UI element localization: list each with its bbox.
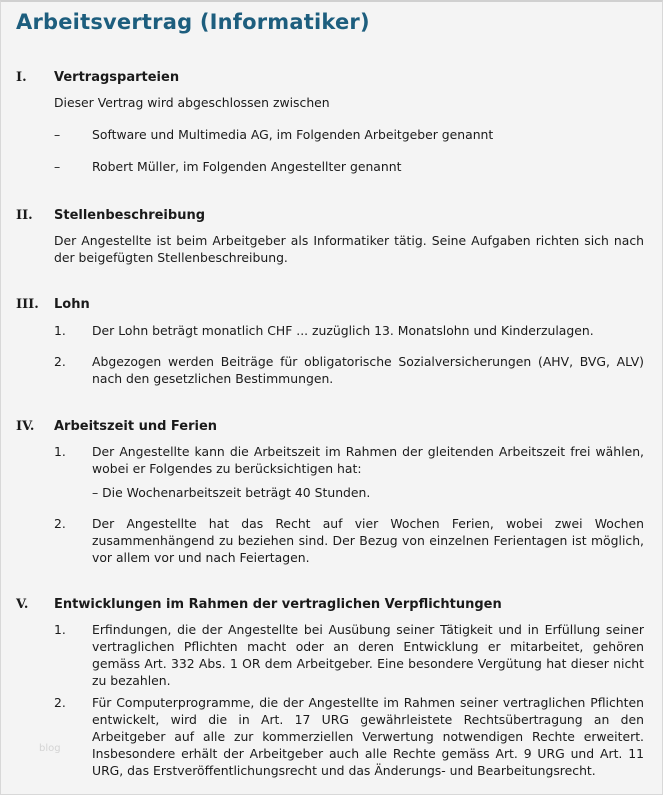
- section-heading: [16, 70, 644, 88]
- section-title: Stellenbeschreibung: [54, 208, 206, 223]
- list-number: 1.: [54, 622, 66, 637]
- section-title: Lohn: [54, 297, 90, 312]
- section-vertragsparteien: [16, 70, 644, 174]
- section-number: III.: [16, 297, 39, 312]
- document-title: Arbeitsvertrag (Informatiker): [16, 10, 370, 34]
- section-heading: [16, 297, 644, 315]
- list-number: 1.: [54, 323, 66, 338]
- sub-list-item: – Die Wochenarbeitszeit beträgt 40 Stunden.: [92, 485, 371, 500]
- section-number: II.: [16, 208, 33, 223]
- list-item-text: Der Lohn beträgt monatlich CHF ... zuzüglich 13. Monatslohn und Kinderzulagen.: [92, 323, 594, 338]
- section-number: I.: [16, 70, 27, 85]
- list-number: 2.: [54, 516, 66, 531]
- watermark-text: blog: [39, 743, 61, 754]
- section-title: Entwicklungen im Rahmen der vertraglichen Verpflichtungen: [54, 597, 502, 612]
- section-arbeitszeit: [16, 419, 644, 565]
- section-intro: Der Angestellte ist beim Arbeitgeber als Informatiker tätig. Seine Aufgaben richten sich nach der beigefügten Stellenbeschreibung.: [54, 233, 644, 265]
- list-item-text: Abgezogen werden Beiträge für obligatorische Sozialversicherungen (AHV, BVG, ALV) nach den gesetzlichen Bestimmungen.: [92, 354, 644, 386]
- list-number: 2.: [54, 695, 66, 710]
- section-stellenbeschreibung: [16, 208, 644, 265]
- list-item-text: Der Angestellte hat das Recht auf vier Wochen Ferien, wobei zwei Wochen zusammenhängend zu beziehen sind. Der Bezug von einzelnen Ferientagen ist möglich, vor allem vor und nach Feiertagen.: [92, 516, 644, 565]
- section-number: V.: [16, 597, 29, 612]
- list-item-text: Software und Multimedia AG, im Folgenden Arbeitgeber genannt: [92, 127, 494, 142]
- section-heading: [16, 419, 644, 437]
- section-number: IV.: [16, 419, 35, 434]
- section-title: Vertragsparteien: [54, 70, 180, 85]
- section-lohn: [16, 297, 644, 386]
- list-item-text: Robert Müller, im Folgenden Angestellter genannt: [92, 159, 402, 174]
- list-number: 1.: [54, 444, 66, 459]
- list-number: 2.: [54, 354, 66, 369]
- dash-marker: –: [54, 127, 61, 142]
- dash-marker: –: [54, 159, 61, 174]
- list-item-text: Erfindungen, die der Angestellte bei Ausübung seiner Tätigkeit und in Erfüllung seiner vertraglichen Pflichten macht oder an deren Entwicklung er mitarbeitet, gehören gemäss Art. 332 Abs. 1 OR dem Arbeitgeber. Eine besondere Vergütung hat dieser nicht zu bezahlen.: [92, 622, 644, 688]
- section-intro: Dieser Vertrag wird abgeschlossen zwischen: [54, 95, 330, 110]
- section-heading: [16, 208, 644, 226]
- list-item-text: Der Angestellte kann die Arbeitszeit im Rahmen der gleitenden Arbeitszeit frei wählen, wobei er Folgendes zu berücksichtigen hat:: [92, 444, 644, 476]
- list-item-text: Für Computerprogramme, die der Angestellte im Rahmen seiner vertraglichen Pflichten entwickelt, wird die in Art. 17 URG gewährleistete Rechtsübertragung an den Arbeitgeber auf alle zur kommerziellen Verwertung notwendigen Rechte erweitert. Insbesondere erhält der Arbeitgeber auch alle Rechte gemäss Art. 9 URG und Art. 11 URG, das Erstveröffentlichungsrecht und das Änderungs- und Bearbeitungsrecht.: [92, 695, 644, 778]
- section-heading: [16, 597, 644, 615]
- section-title: Arbeitszeit und Ferien: [54, 419, 218, 434]
